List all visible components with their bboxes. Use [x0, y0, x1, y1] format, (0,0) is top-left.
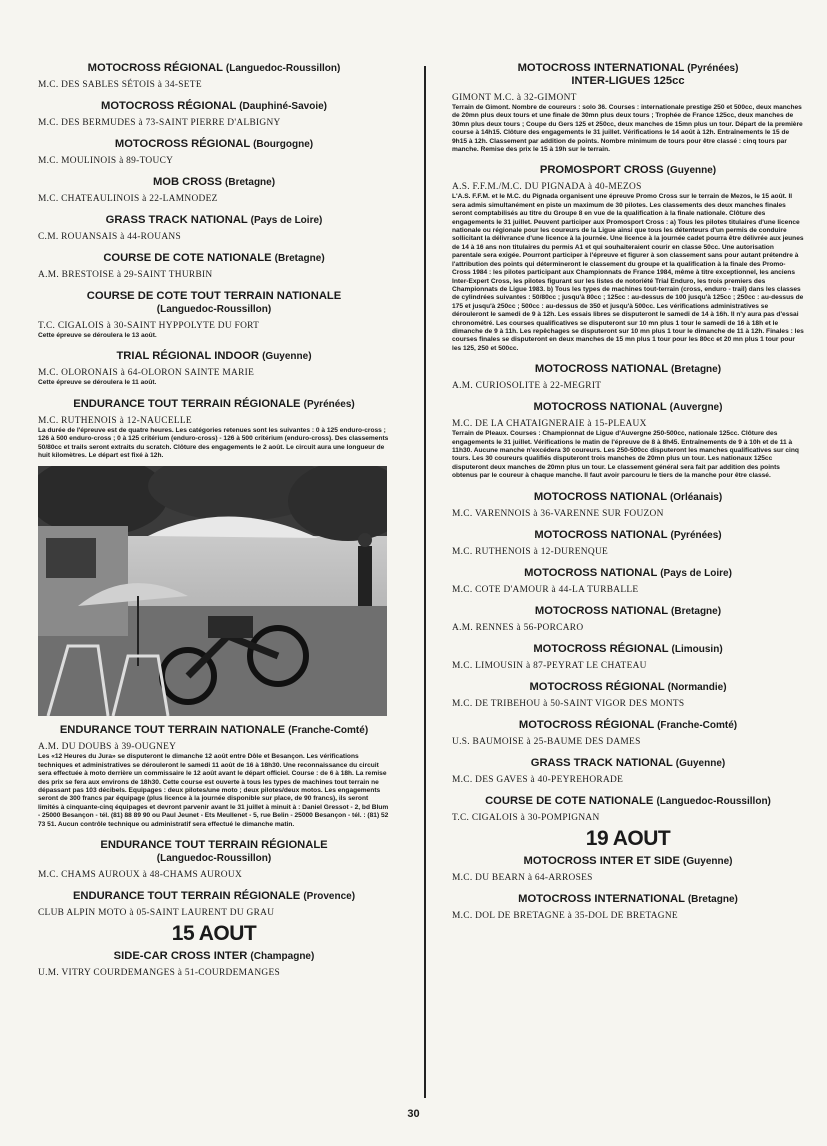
event-listing — [38, 290, 390, 340]
event-region: (Dauphiné-Savoie) — [239, 101, 327, 112]
event-club: CLUB ALPIN MOTO à 05-SAINT LAURENT DU GRAU — [38, 908, 275, 919]
event-listing — [452, 605, 804, 633]
event-title: MOTOCROSS NATIONAL — [534, 528, 668, 541]
event-club: M.C. DE LA CHATAIGNERAIE à 15-PLEAUX — [452, 419, 647, 430]
event-listing — [38, 398, 390, 461]
event-title: MOTOCROSS NATIONAL — [524, 566, 658, 579]
event-club: GIMONT M.C. à 32-GIMONT — [452, 93, 577, 103]
event-title: MOTOCROSS NATIONAL — [534, 604, 668, 617]
event-region: (Normandie) — [667, 681, 727, 693]
event-club: M.C. DES GAVES à 40-PEYREHORADE — [452, 774, 624, 785]
event-region: (Languedoc-Roussillon) — [656, 795, 771, 807]
event-listing — [452, 643, 804, 671]
event-club: A.M. DU DOUBS à 39-OUGNEY — [38, 742, 177, 753]
event-club: M.C. OLORONAIS à 64-OLORON SAINTE MARIE — [38, 368, 255, 379]
event-title: GRASS TRACK NATIONAL — [105, 214, 248, 226]
event-listing — [452, 567, 804, 595]
event-club: M.C. DES SABLES SÉTOIS à 34-SETE — [38, 80, 202, 90]
event-region: (Provence) — [303, 891, 356, 903]
event-title: COURSE DE COTE NATIONALE — [485, 794, 654, 807]
event-region: (Guyenne) — [666, 165, 717, 177]
event-listing — [38, 724, 390, 829]
event-region: (Pays de Loire) — [250, 215, 323, 226]
event-club: M.C. CHATEAULINOIS à 22-LAMNODEZ — [38, 194, 218, 204]
event-region: (Languedoc-Roussillon) — [156, 853, 272, 865]
event-title: COURSE DE COTE NATIONALE — [103, 252, 272, 264]
event-club: A.M. BRESTOISE à 29-SAINT THURBIN — [38, 270, 213, 280]
event-subtitle: INTER-LIGUES 125cc — [571, 75, 685, 87]
event-region: (Limousin) — [671, 643, 723, 655]
event-listing — [452, 681, 804, 709]
event-title: SIDE-CAR CROSS INTER — [113, 950, 248, 963]
event-listing — [452, 795, 804, 823]
event-title: ENDURANCE TOUT TERRAIN NATIONALE — [59, 724, 286, 737]
event-title: ENDURANCE TOUT TERRAIN RÉGIONALE — [73, 397, 301, 410]
event-title: MOTOCROSS RÉGIONAL — [114, 138, 250, 150]
event-region: (Franche-Comté) — [657, 719, 738, 731]
event-listing — [452, 757, 804, 785]
event-listing — [38, 138, 390, 166]
event-body: Cette épreuve se déroulera le 11 août. — [38, 379, 157, 387]
event-club: T.C. CIGALOIS à 30-POMPIGNAN — [452, 812, 600, 823]
event-body: Les «12 Heures du Jura» se disputeront le dimanche 12 août entre Dôle et Besançon. Les vérifications techniques et administratives se dérouleront le samedi 11 août de 16 à 18h30. Une reconnaissance du circuit sera effectuée à moto derrière un commissaire le 12 août avant le départ officiel. Course : de 6 à 18h. La remise des prix se fera aux environs de 18h30. Cette course est ouverte à tous les types de machines tout terrain ne dépassant pas 103 décibels. Equipages : deux pilotes/une moto ; deux pilotes/deux motos. Les engagements seront de 300 francs par équipage (plus licence à la journée disponible sur place, de 90 francs), ils seront limités à cinquante-cinq équipages et devront parvenir avant le 31 juillet à minuit à : Daniel Gressot - 2, bd Blum - 25000 Besançon - tél. (81) 88 89 90 ou Paul Jeunet - Ets Meullenet - 5, rue Belin - 25000 Besançon - tél. : (81) 52 73 51. Aucun contrôle technique ou administratif sera effectué le dimanche matin. — [38, 753, 389, 828]
event-region: (Bourgogne) — [253, 139, 314, 150]
event-region: (Guyenne) — [683, 855, 733, 867]
event-club: U.S. BAUMOISE à 25-BAUME DES DAMES — [452, 736, 641, 747]
event-title: MOTOCROSS RÉGIONAL — [533, 642, 669, 655]
event-region: (Orléanais) — [669, 491, 723, 503]
event-club: M.C. DOL DE BRETAGNE à 35-DOL DE BRETAGNE — [452, 910, 678, 921]
date-heading-15-aout: 15 AOUT — [171, 922, 257, 946]
event-club: M.C. DU BEARN à 64-ARROSES — [452, 872, 593, 883]
event-region: (Pyrénées) — [303, 398, 355, 410]
event-club: A.S. F.F.M./M.C. DU PIGNADA à 40-MEZOS — [452, 182, 642, 193]
event-title: MOTOCROSS INTERNATIONAL — [518, 892, 685, 905]
event-listing — [452, 363, 804, 391]
event-region: (Guyenne) — [675, 757, 726, 769]
event-body: Terrain de Gimont. Nombre de coureurs : solo 36. Courses : internationale prestige 250 et 500cc, deux manches de 20mn plus deux tours et une finale de 30mn plus deux tours ; Trophée de France 125cc, deux manches de 30mn plus deux tours ; Coupe du Gers 125 et 250cc, deux manches de 15mn plus un tour. Départ de la première course à 14h15. Clôture des engagements le 31 juillet. Vérifications le 14 août à 12h. Entraînements le 15 de 9h15 à 12h. Classement par addition de points. Nombre minimum de tours pour être classé : cinq tours par manche. Remise des prix le 15 à 19h sur le terrain. — [452, 104, 803, 154]
right-column — [452, 62, 804, 921]
event-region: (Pyrénées) — [687, 63, 739, 74]
event-title: PROMOSPORT CROSS — [539, 164, 664, 177]
event-title: MOTOCROSS RÉGIONAL — [87, 62, 223, 74]
event-listing — [452, 855, 804, 883]
event-listing — [38, 890, 390, 918]
event-listing — [38, 252, 390, 280]
event-club: M.C. LIMOUSIN à 87-PEYRAT LE CHATEAU — [452, 660, 647, 671]
event-body: La durée de l'épreuve est de quatre heures. Les catégories retenues sont les suivantes : 0 à 125 enduro-cross ; 126 à 500 enduro-cross ; 0 à 125 critérium (enduro-cross) - 126 à 500 critérium (enduro-cross). Des classements 50/80cc et trails seront extraits du scratch. Clôture des engagements le 2 août. Le circuit aura une longueur de huit kilomètres. Le départ est fixé à 12h. — [38, 426, 389, 460]
event-listing — [452, 491, 804, 519]
event-club: M.C. DE TRIBEHOU à 50-SAINT VIGOR DES MONTS — [452, 698, 685, 709]
event-club: M.C. CHAMS AUROUX à 48-CHAMS AUROUX — [38, 870, 243, 881]
event-club: C.M. ROUANSAIS à 44-ROUANS — [38, 232, 181, 242]
event-listing — [38, 214, 390, 242]
event-club: M.C. COTE D'AMOUR à 44-LA TURBALLE — [452, 584, 639, 595]
event-region: (Franche-Comté) — [288, 725, 369, 737]
event-listing — [38, 950, 390, 978]
event-club: A.M. CURIOSOLITE à 22-MEGRIT — [452, 381, 602, 392]
event-listing — [38, 62, 390, 90]
event-title: MOTOCROSS INTERNATIONAL — [517, 62, 685, 74]
event-listing — [452, 401, 804, 480]
event-title: COURSE DE COTE TOUT TERRAIN NATIONALE — [86, 290, 342, 302]
event-title: MOTOCROSS NATIONAL — [533, 490, 667, 503]
event-body: Cette épreuve se déroulera le 13 août. — [38, 332, 157, 339]
event-region: (Bretagne) — [671, 364, 722, 376]
event-region: (Bretagne) — [671, 605, 722, 617]
event-title: MOTOCROSS RÉGIONAL — [518, 718, 654, 731]
event-title: MOB CROSS — [152, 176, 222, 188]
event-club: A.M. RENNES à 56-PORCARO — [452, 622, 584, 633]
event-region: (Pays de Loire) — [660, 567, 732, 579]
event-listing — [38, 100, 390, 128]
event-title: TRIAL RÉGIONAL INDOOR — [116, 350, 259, 363]
event-listing — [452, 529, 804, 557]
event-title: MOTOCROSS NATIONAL — [534, 363, 668, 376]
event-title: GRASS TRACK NATIONAL — [530, 756, 673, 769]
event-title: MOTOCROSS NATIONAL — [533, 401, 667, 414]
event-region: (Auvergne) — [669, 402, 723, 414]
event-club: M.C. DES BERMUDES à 73-SAINT PIERRE D'ALBIGNY — [38, 118, 281, 128]
event-title: ENDURANCE TOUT TERRAIN RÉGIONALE — [72, 890, 301, 903]
page-number: 30 — [407, 1108, 420, 1120]
event-promosport-cross — [452, 164, 804, 353]
event-club: M.C. VARENNOIS à 36-VARENNE SUR FOUZON — [452, 508, 664, 519]
event-listing — [38, 176, 390, 204]
event-club: M.C. RUTHENOIS à 12-NAUCELLE — [38, 415, 192, 426]
event-motocross-international — [452, 62, 804, 154]
event-region: (Bretagne) — [687, 893, 738, 905]
event-listing — [38, 350, 390, 387]
event-title: MOTOCROSS RÉGIONAL — [101, 100, 237, 112]
event-club: T.C. CIGALOIS à 30-SAINT HYPPOLYTE DU FORT — [38, 321, 260, 331]
event-region: (Champagne) — [250, 951, 315, 963]
event-title: ENDURANCE TOUT TERRAIN RÉGIONALE — [100, 839, 328, 852]
event-region: (Languedoc-Roussillon) — [156, 304, 272, 315]
event-body: L'A.S. F.F.M. et le M.C. du Pignada organisent une épreuve Promo Cross sur le terrain de Mezos, le 15 août. Il sera admis simultanément en piste un maximum de 30 pilotes. Les classements des deux manches finales seront comptabilisés au titre du Groupe 8 en vue de la qualification à la finale nationale. Clôture des engagements le 31 juillet. Peuvent participer aux Promosport Cross : a) Tous les pilotes titulaires d'une licence nationale ou régionale pour les coureurs de la Ligue ainsi que tous les détenteurs d'un permis de conduire sollicitant la délivrance d'une licence à la journée. Une licence à la journée cadet pourra être délivrée aux jeunes de 14 à 16 ans non titulaires du permis A1 et qui souhaiteraient courir en classe 50cc. Une autorisation parentale sera exigée. Pourront participer à l'épreuve et figurer à son classement sans pour autant prétendre à l'attribution des points qui détermineront le classement du groupe et la qualification à la finale des Promo-Cross 1984 : les pilotes participant aux Championnats de France 1984, même à titre exceptionnel, les anciens Inter-Expert Cross, les pilotes figurant sur les listes de notoriété Trial Enduro, les trois premiers des Championnats de Ligue 1983. b) Tous les types de machines tout-terrain (cross, enduro - trail) dans les classes de cylindrées suivantes : 50/80cc ; jusqu'à 80cc ; 125cc : au-dessus de 100 jusqu'à 125cc ; 250cc : au-dessus de 175 et jusqu'à 250cc ; 500cc : au-dessus de 350 et jusqu'à 500cc. Les vérifications administratives se dérouleront le samedi de 9 à 12h. Les essais libres se disputeront le samedi de 14 à 16h. Il n'y aura pas d'essai chronométré. Les courses qualificatives se disputeront sur 10 mn plus 1 tour le samedi de 16 à 18h et le dimanche de 9 à 11h. Les repêchages se disputeront sur 10 mn plus 1 tour le dimanche de 11 à 12h. Finales : les courses finales se disputeront en deux manches de 15 mn plus 1 tour pour les 80cc et 20 mn plus 1 tour pour les 125, 250 et 500cc. — [452, 193, 804, 352]
event-body: Terrain de Pleaux. Courses : Championnat de Ligue d'Auvergne 250-500cc, nationale 125cc. Clôture des engagements le 31 juillet. Vérifications le matin de l'épreuve de 8 à 8h45. Entraînements de 9 à 10h et de 11 à 11h30. Aucune manche n'excédera 30 coureurs. Les 250-500cc disputeront les manches qualificatives sur cinq tours. Les 30 coureurs qualifiés disputeront trois manches de 20mn plus un tour. Les nationaux 125cc disputeront deux manches de 20mn plus un tour. Le classement général sera fait par addition des points obtenus par le coureur à chaque manche. Il faut avoir parcouru le tiers de la manche pour être classé. — [452, 430, 799, 480]
event-region: (Bretagne) — [274, 253, 325, 264]
event-title: MOTOCROSS RÉGIONAL — [529, 680, 665, 693]
event-club: M.C. MOULINOIS à 89-TOUCY — [38, 156, 174, 166]
photo-motocross-paddock — [38, 466, 387, 716]
event-region: (Languedoc-Roussillon) — [225, 63, 341, 74]
event-listing — [452, 719, 804, 747]
event-club: M.C. RUTHENOIS à 12-DURENQUE — [452, 546, 609, 557]
column-divider — [424, 66, 426, 1098]
event-region: (Guyenne) — [262, 351, 312, 363]
paddock-photo-illustration — [38, 466, 387, 716]
event-listing — [38, 839, 390, 880]
event-club: U.M. VITRY COURDEMANGES à 51-COURDEMANGES — [38, 968, 280, 979]
event-region: (Pyrénées) — [670, 529, 722, 541]
event-listing — [452, 893, 804, 921]
left-column — [38, 62, 390, 978]
event-region: (Bretagne) — [225, 177, 276, 188]
event-title: MOTOCROSS INTER ET SIDE — [523, 854, 680, 867]
date-heading-19-aout: 19 AOUT — [585, 826, 671, 850]
